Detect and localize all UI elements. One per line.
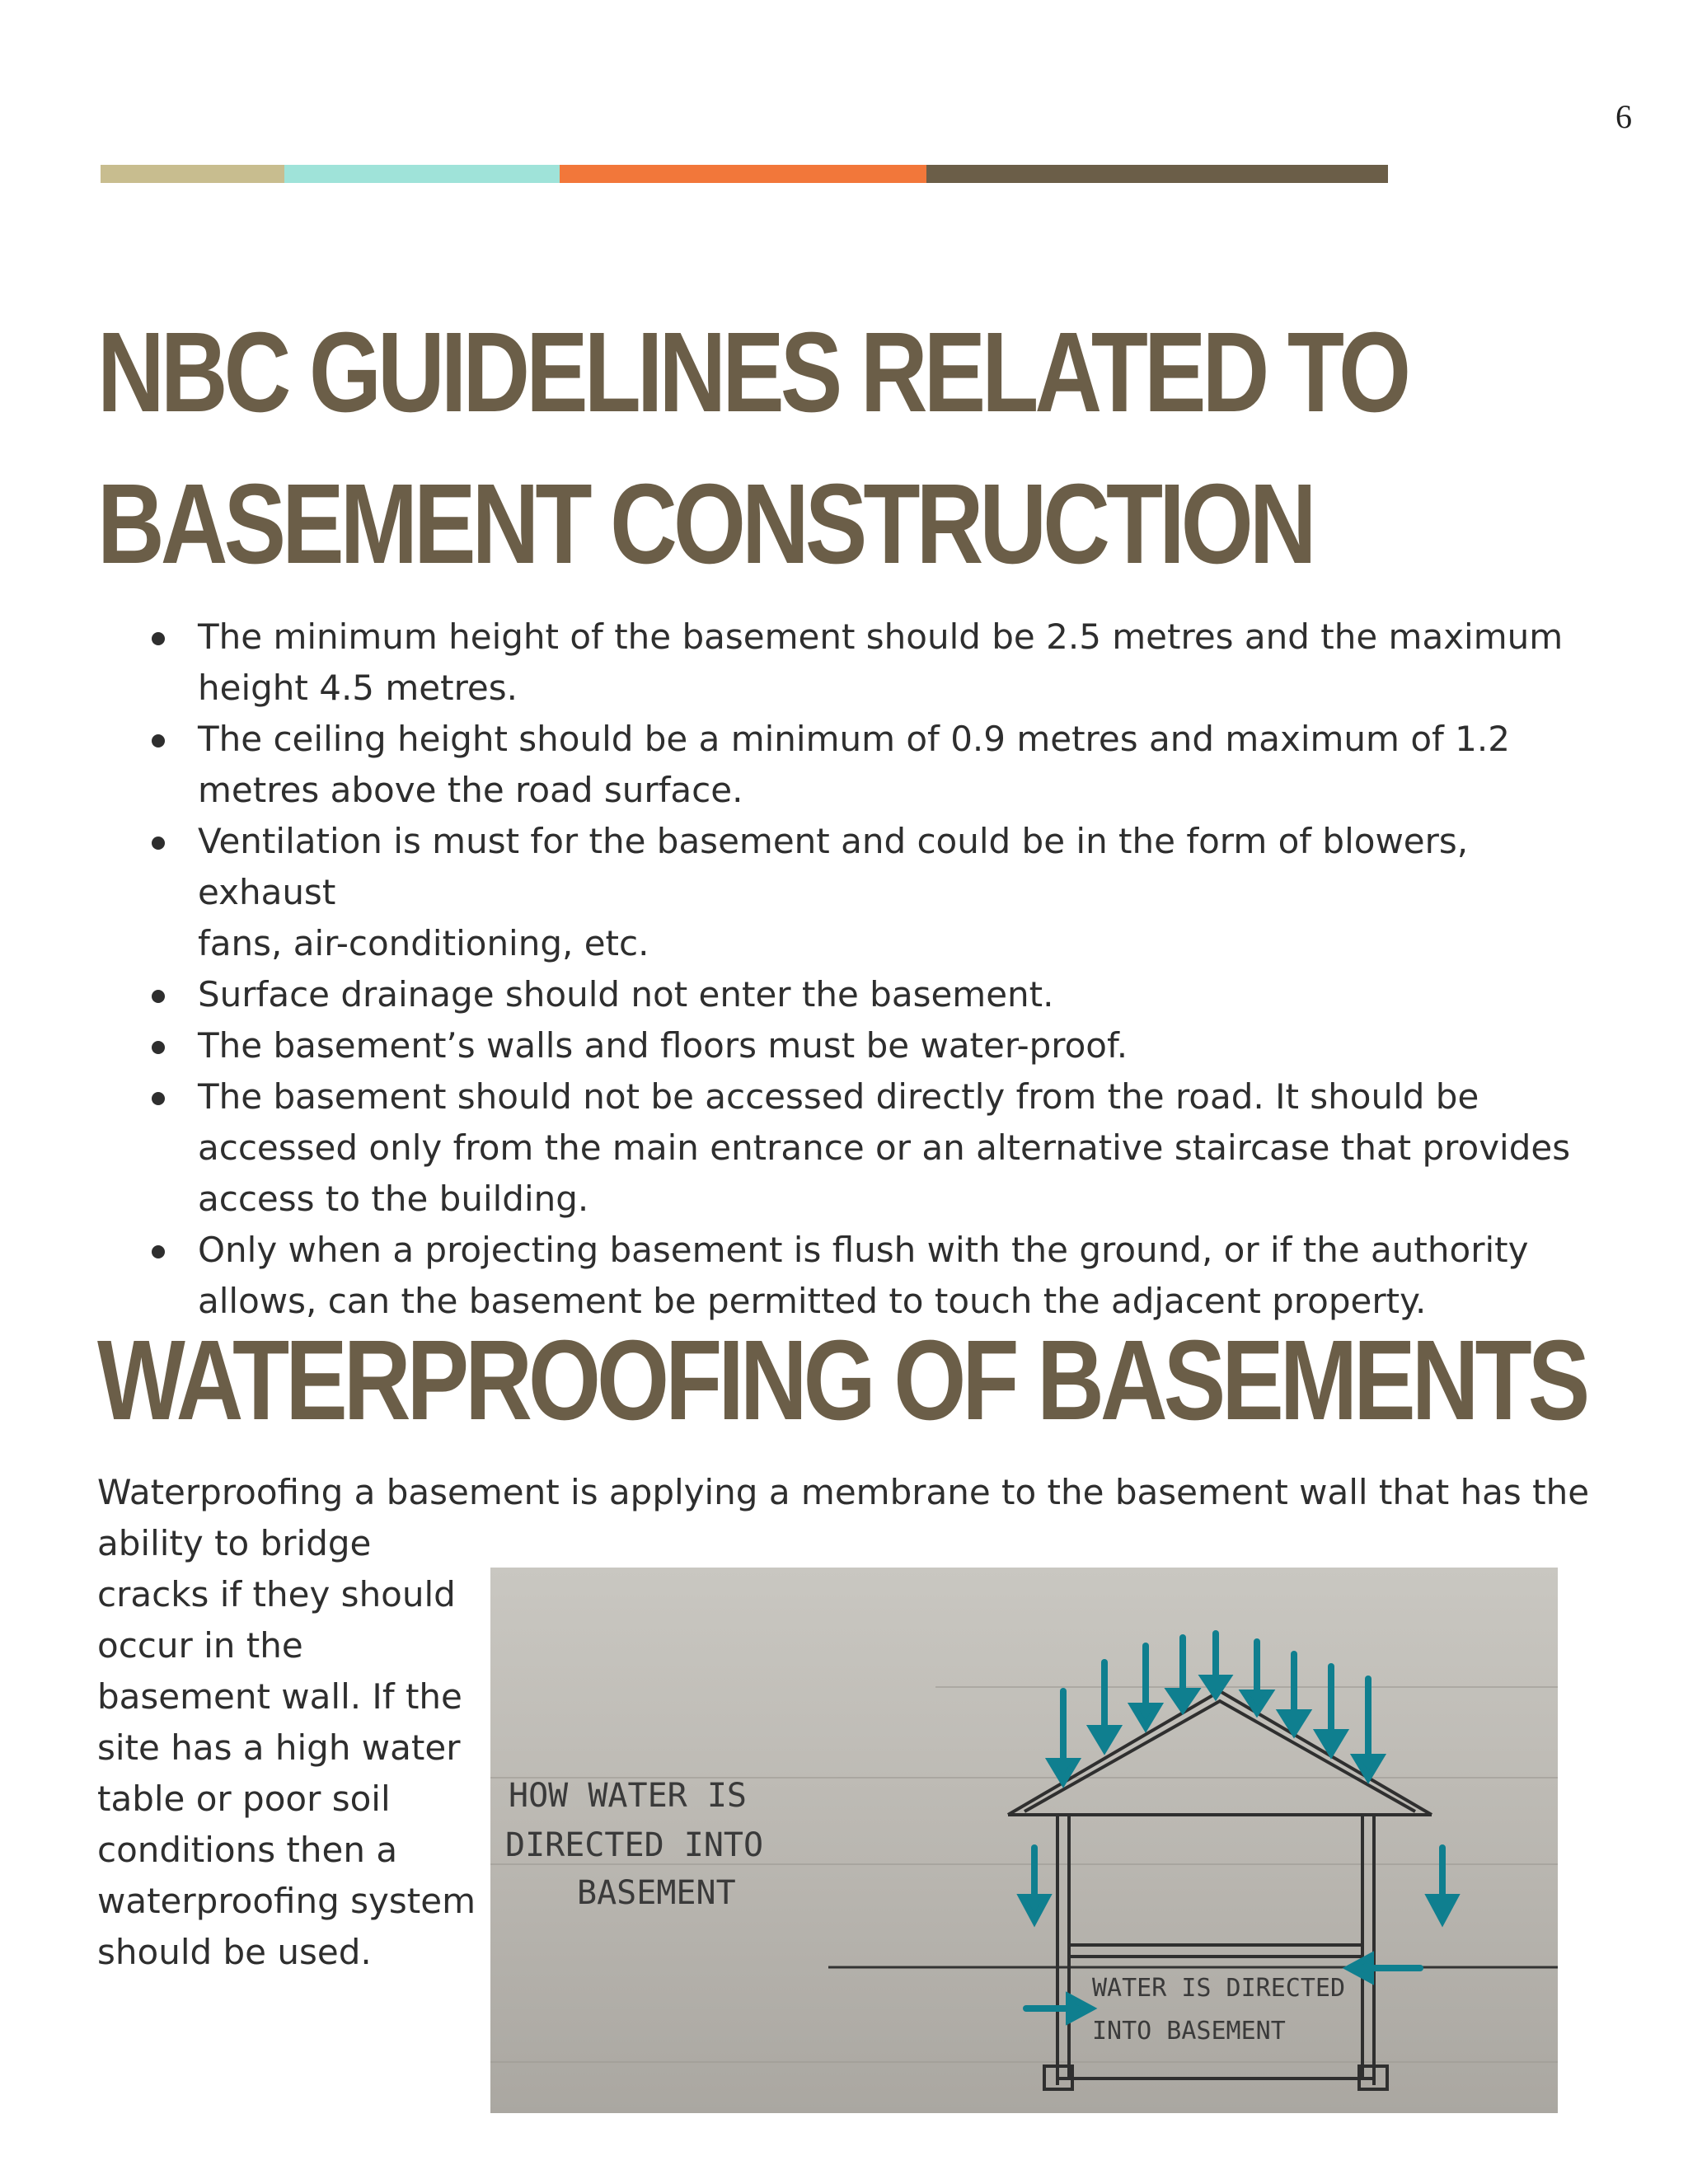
sketch-label-line-2: INTO BASEMENT <box>1092 2017 1286 2046</box>
accent-segment-4 <box>926 165 1388 183</box>
bullet-icon <box>152 632 165 645</box>
sketch-caption-line-2: DIRECTED INTO <box>505 1826 764 1864</box>
section-title-waterproofing: WATERPROOFING OF BASEMENTS <box>97 1317 1587 1444</box>
sketch-label-line-1: WATER IS DIRECTED <box>1092 1974 1346 2003</box>
section-title-line-1: NBC GUIDELINES RELATED TO <box>97 309 1408 436</box>
list-item: The minimum height of the basement should be 2.5 metres and the maximum height 4.5 metres. <box>147 612 1581 714</box>
accent-segment-3 <box>560 165 926 183</box>
waterproofing-paragraph-wrapped: ability to bridge cracks if they should occur in the basement wall. If the site has a high water table or poor soil conditions then a waterproofing system should be used. <box>97 1523 476 1972</box>
sketch-caption-line-3: BASEMENT <box>577 1874 736 1912</box>
accent-segment-2 <box>284 165 560 183</box>
list-item: The basement should not be accessed directly from the road. It should be accessed only from the main entrance or an alternative staircase that provides access to the building. <box>147 1071 1581 1225</box>
section-title-line-2: BASEMENT CONSTRUCTION <box>97 461 1313 588</box>
list-item: The basement’s walls and floors must be water-proof. <box>147 1020 1581 1071</box>
waterproofing-paragraph-first-line: Waterproofing a basement is applying a membrane to the basement wall that has the <box>97 1472 1590 1512</box>
bullet-icon <box>152 1041 165 1054</box>
list-item: Only when a projecting basement is flush with the ground, or if the authority allows, can the basement be permitted to touch the adjacent property. <box>147 1225 1581 1327</box>
bullet-icon <box>152 734 165 748</box>
accent-segment-1 <box>101 165 284 183</box>
house-sketch-drawing <box>490 1568 1558 2113</box>
bullet-icon <box>152 990 165 1003</box>
list-item: The ceiling height should be a minimum of 0.9 metres and maximum of 1.2 metres above the road surface. <box>147 714 1581 816</box>
list-item: Ventilation is must for the basement and could be in the form of blowers, exhaust fans, air-conditioning, etc. <box>147 816 1581 969</box>
accent-color-bar <box>101 165 1388 183</box>
guidelines-list <box>147 612 1581 1327</box>
bullet-icon <box>152 1092 165 1105</box>
section-title-nbc-guidelines <box>97 297 1407 600</box>
bullet-icon <box>152 1245 165 1258</box>
bullet-icon <box>152 837 165 850</box>
basement-water-sketch-photo <box>490 1568 1558 2113</box>
page-number: 6 <box>1615 98 1632 135</box>
list-item: Surface drainage should not enter the basement. <box>147 969 1581 1020</box>
sketch-caption-line-1: HOW WATER IS <box>509 1777 747 1815</box>
